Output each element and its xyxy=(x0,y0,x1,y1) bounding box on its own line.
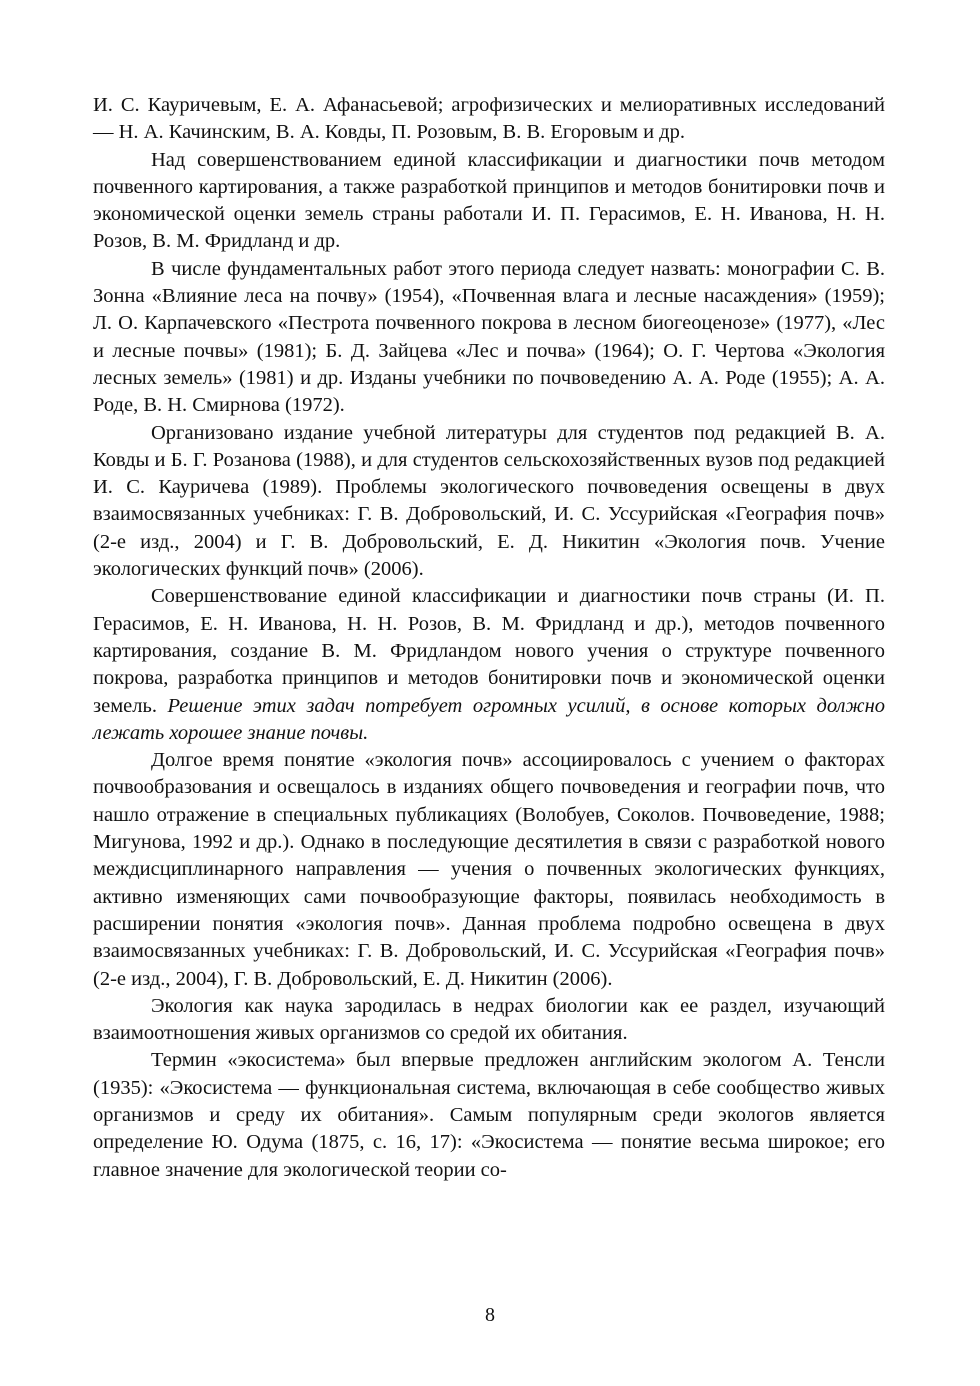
page-body xyxy=(93,92,885,1184)
paragraph-improvement-text: Совершенствование единой классификации и диагностики почв страны (И. П. Герасимов, Е. Н. Иванова, Н. Н. Розов, В. М. Фридланд и др.), методов почвенного картирования, создание В. М. Фридландом нового учения о структуре почвенного покрова, разработка принципов и методов бонитировки почв и экономической оценки земель. xyxy=(93,585,885,717)
paragraph-textbooks: Организовано издание учебной литературы для студентов под редакцией В. А. Ковды и Б. Г. Розанова (1988), и для студентов сельскохозяйственных вузов под редакцией И. С. Кауричева (1989). Проблемы экологического почвоведения освещены в двух взаимосвязанных учебниках: Г. В. Добровольский, И. С. Уссурийская «География почв» (2-е изд., 2004) и Г. В. Добровольский, Е. Д. Никитин «Экология почв. Учение экологических функций почв» (2006). xyxy=(93,421,885,581)
paragraph-continuation: И. С. Кауричевым, Е. А. Афанасьевой; агрофизических и мелиоративных исследований — Н. А. Качинским, В. А. Ковды, П. Розовым, В. В. Егоровым и др. xyxy=(93,94,885,144)
paragraph-fundamental-works: В числе фундаментальных работ этого периода следует назвать: монографии С. В. Зонна «Влияние леса на почву» (1954), «Почвенная влага и лесные насаждения» (1959); Л. О. Карпачевского «Пестрота почвенного покрова в лесном биогеоценозе» (1977), «Лес и лесные почвы» (1981); Б. Д. Зайцева «Лес и почва» (1964); О. Г. Чертова «Экология лесных земель» (1981) и др. Изданы учебники по почвоведению А. А. Роде (1955); А. А. Роде, В. Н. Смирнова (1972). xyxy=(93,257,885,417)
paragraph-improvement xyxy=(93,583,885,747)
paragraph-classification-work: Над совершенствованием единой классификации и диагностики почв методом почвенного картирования, а также разработкой принципов и методов бонитировки почв и экономической оценки земель страны работали И. П. Герасимов, Е. Н. Иванова, Н. Н. Розов, В. М. Фридланд и др. xyxy=(93,148,885,253)
paragraph-improvement-italic: Решение этих задач потребует огромных усилий, в основе которых должно лежать хорошее знание почвы. xyxy=(93,694,885,744)
paragraph-soil-ecology: Долгое время понятие «экология почв» ассоциировалось с учением о факторах почвообразования и освещалось в изданиях общего почвоведения и географии почв, что нашло отражение в специальных публикациях (Волобуев, Соколов. Почвоведение, 1988; Мигунова, 1992 и др.). Однако в последующие десятилетия в связи с разработкой нового междисциплинарного направления — учения о почвенных экологических функциях, активно изменяющих сами почвообразующие факторы, появилась необходимость в расширении понятия «экология почв». Данная проблема подробно освещена в двух взаимосвязанных учебниках: Г. В. Добровольский, И. С. Уссурийская «География почв» (2-е изд., 2004), Г. В. Добровольский, Е. Д. Никитин (2006). xyxy=(93,749,885,990)
page-number: 8 xyxy=(485,1304,495,1326)
paragraph-ecosystem-term: Термин «экосистема» был впервые предложен английским экологом А. Тенсли (1935): «Экосистема — функциональная система, включающая в себе сообщество живых организмов и среду их обитания». Самым популярным среди экологов является определение Ю. Одума (1875, с. 16, 17): «Экосистема — понятие весьма широкое; его главное значение для экологической теории со- xyxy=(93,1049,885,1181)
paragraph-ecology-science: Экология как наука зародилась в недрах биологии как ее раздел, изучающий взаимоотношения живых организмов со средой их обитания. xyxy=(93,994,885,1045)
